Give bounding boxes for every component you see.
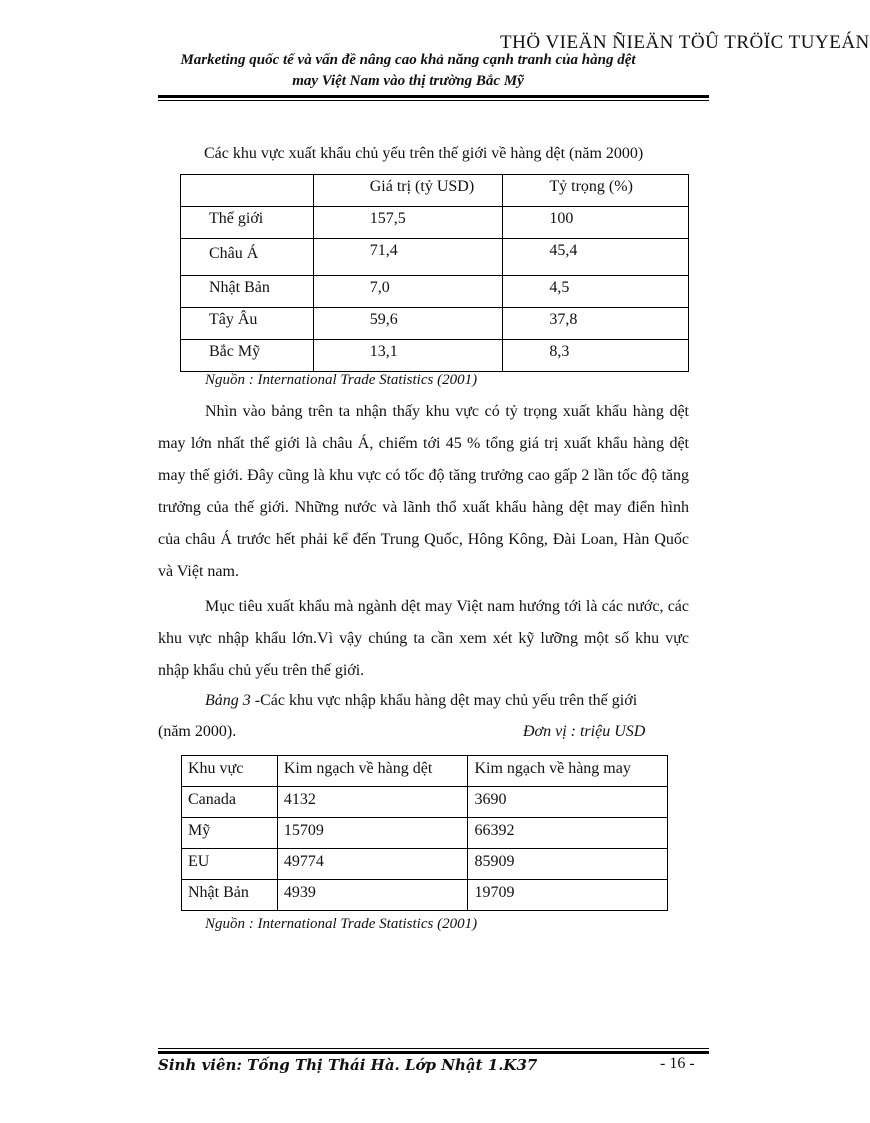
watermark: THÖ VIEÄN ÑIEÄN TÖÛ TRÖÏC TUYEÁN — [500, 32, 870, 53]
table-cell: EU — [182, 849, 278, 880]
table-row — [182, 880, 668, 911]
table-cell: 4939 — [277, 880, 468, 911]
table-cell: 37,8 — [503, 308, 689, 340]
export-table — [180, 174, 689, 372]
table-cell: 19709 — [468, 880, 668, 911]
table2-year: (năm 2000). — [158, 723, 237, 740]
table-cell: Nhật Bản — [181, 276, 314, 308]
table-row — [182, 849, 668, 880]
table2-caption — [205, 692, 637, 710]
table1-caption: Các khu vực xuất khẩu chủ yếu trên thế giới về hàng dệt (năm 2000) — [204, 145, 644, 162]
table-cell: 7,0 — [313, 276, 503, 308]
table-cell: 4132 — [277, 787, 468, 818]
page-number: - 16 - — [660, 1055, 695, 1072]
header-title-line2: may Việt Nam vào thị trường Bắc Mỹ — [292, 73, 524, 89]
header-rule-thick — [158, 95, 709, 98]
table-cell: Mỹ — [182, 818, 278, 849]
table-cell: 85909 — [468, 849, 668, 880]
header-title-line1: Marketing quốc tế và vấn đề nâng cao khả năng cạnh tranh của hàng dệt — [180, 52, 636, 68]
footer-rule-thin — [158, 1048, 709, 1049]
table2-label: Bảng 3 — [205, 692, 251, 709]
table2-unit: Đơn vị : triệu USD — [523, 723, 646, 740]
table-header-cell: Khu vực — [182, 756, 278, 787]
table-header-row — [182, 756, 668, 787]
table-header-cell: Kim ngạch về hàng dệt — [277, 756, 468, 787]
table-cell: 49774 — [277, 849, 468, 880]
footer-student: Sinh viên: Tống Thị Thái Hà. Lớp Nhật 1.K37 — [158, 1056, 538, 1074]
table-cell: Bắc Mỹ — [181, 340, 314, 372]
table-row — [181, 340, 689, 372]
table-row — [181, 308, 689, 340]
table-cell: 71,4 — [313, 239, 503, 276]
header-rule-thin — [158, 100, 709, 101]
table2-caption-text: -Các khu vực nhập khẩu hàng dệt may chủ yếu trên thế giới — [250, 692, 638, 709]
table-header-row — [181, 175, 689, 207]
footer-rule-thick — [158, 1051, 709, 1054]
table-row — [181, 276, 689, 308]
import-table — [181, 755, 668, 911]
table-row — [182, 787, 668, 818]
table-row — [181, 239, 689, 276]
table-cell: Tây Âu — [181, 308, 314, 340]
table-cell: Nhật Bản — [182, 880, 278, 911]
table-cell: 157,5 — [313, 207, 503, 239]
table-cell: 45,4 — [503, 239, 689, 276]
table-header-cell: Kim ngạch về hàng may — [468, 756, 668, 787]
table-cell: 3690 — [468, 787, 668, 818]
table-cell: 4,5 — [503, 276, 689, 308]
table-row — [182, 818, 668, 849]
paragraph-1: Nhìn vào bảng trên ta nhận thấy khu vực có tỷ trọng xuất khẩu hàng dệt may lớn nhất thế giới là châu Á, chiếm tới 45 % tổng giá trị xuất khẩu hàng dệt may thế giới. Đây cũng là khu vực có tốc độ tăng trưởng cao gấp 2 lần tốc độ tăng trưởng của thế giới. Những nước và lãnh thổ xuất khẩu hàng dệt may điển hình của châu Á trước hết phải kể đến Trung Quốc, Hông Kông, Đài Loan, Hàn Quốc và Việt nam. — [158, 403, 689, 580]
table-cell: 66392 — [468, 818, 668, 849]
table-header-cell: Tỷ trọng (%) — [503, 175, 689, 207]
table-row — [181, 207, 689, 239]
table1-source: Nguồn : International Trade Statistics (2001) — [205, 372, 478, 388]
table-cell: 8,3 — [503, 340, 689, 372]
table-cell: Canada — [182, 787, 278, 818]
table-cell: 15709 — [277, 818, 468, 849]
table-cell: 13,1 — [313, 340, 503, 372]
table2-source: Nguồn : International Trade Statistics (2001) — [205, 916, 478, 932]
table-cell: 100 — [503, 207, 689, 239]
table-cell: Thế giới — [181, 207, 314, 239]
table-header-cell: Giá trị (tỷ USD) — [313, 175, 503, 207]
table-cell: 59,6 — [313, 308, 503, 340]
paragraph-2: Mục tiêu xuất khẩu mà ngành dệt may Việt nam hướng tới là các nước, các khu vực nhập khẩu lớn.Vì vậy chúng ta cần xem xét kỹ lưỡng một số khu vực nhập khẩu chủ yếu trên thế giới. — [158, 598, 689, 679]
table-cell: Châu Á — [181, 239, 314, 276]
table-header-cell — [181, 175, 314, 207]
